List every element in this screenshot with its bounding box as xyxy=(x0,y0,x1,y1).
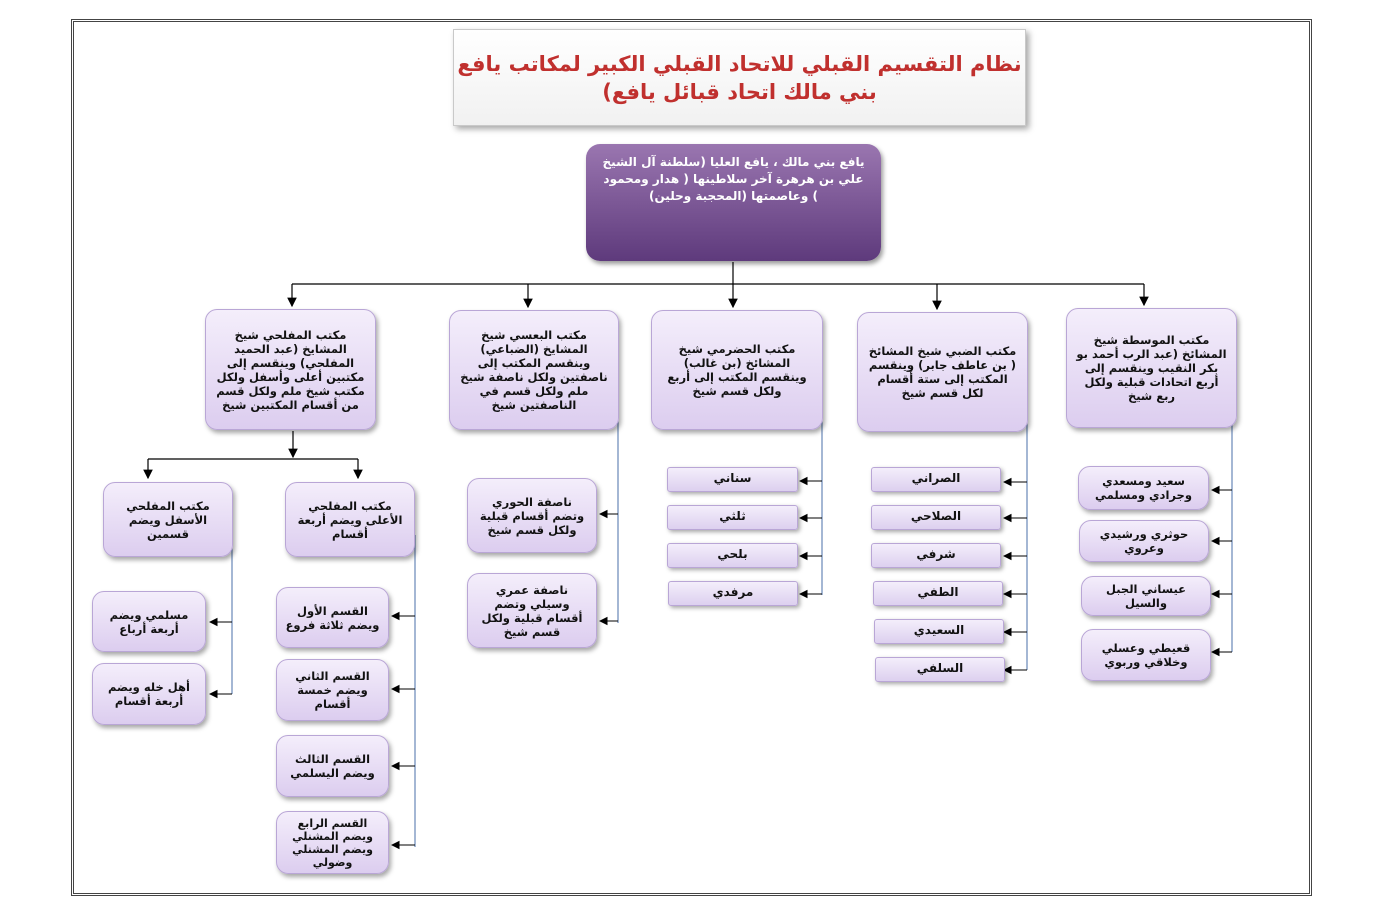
basi-section-1-text: ناصفة الحوري وتضم أقسام قبلية ولكل قسم شيخ xyxy=(479,494,585,537)
mawsata-section-4 xyxy=(1081,629,1211,681)
dubbi-section-1: الصراني xyxy=(871,467,1001,492)
office-mawsata xyxy=(1066,308,1237,428)
upper-section-1 xyxy=(276,587,389,648)
title-line-2: بني مالك اتحاد قبائل يافع) xyxy=(602,80,877,104)
upper-section-2 xyxy=(276,659,389,721)
mawsata-section-3-text: عيساني الجبل والسيل xyxy=(1105,582,1187,610)
mufilhi-lower-text: مكتب المفلحي الأسفل ويضم قسمين xyxy=(126,498,210,541)
mawsata-section-4-text: قعيطي وعسلي وخلاقي وربوي xyxy=(1101,641,1191,669)
office-mawsata-text: مكتب الموسطة شيخ المشائخ (عبد الرب أحمد بو بكر النقيب وينقسم إلى أربع اتحادات قبلية ولكل ربع شيخ xyxy=(1076,333,1227,403)
mawsata-section-1-text: سعيد ومسعدي وجرادي ومسلمي xyxy=(1095,474,1192,502)
root-text: يافع بني مالك ، يافع العليا (سلطنة آل الشيخ علي بن هرهرة آخر سلاطينها ( هدار ومحمود ) وعاصمتها (المحجبة وحلين) xyxy=(602,155,865,203)
lower-section-1 xyxy=(92,591,206,652)
dubbi-section-6: السلفي xyxy=(875,657,1005,682)
dubbi-section-5: السعيدي xyxy=(874,619,1004,644)
hadrami-section-2: ثلثي xyxy=(667,505,798,530)
office-basi xyxy=(449,310,619,430)
hadrami-section-3: بلحي xyxy=(667,543,798,568)
upper-section-2-text: القسم الثاني ويضم خمسة أقسام xyxy=(295,669,370,711)
chart-title xyxy=(453,29,1026,126)
office-mufilhi-text: مكتب المفلحي شيخ المشايخ (عبد الحميد المفلحي) وينقسم إلى مكتبين أعلى وأسفل ولكل مكتب شيخ ملم ولكل قسم من أقسام المكتبين شيخ xyxy=(216,327,365,412)
mawsata-section-2-text: حوثري ورشيدي وعروي xyxy=(1099,527,1189,555)
office-hadrami-text: مكتب الحضرمي شيخ المشائخ (بن غالب) وينقسم المكتب إلى أربع ولكل قسم شيخ xyxy=(667,342,807,398)
upper-section-3-text: القسم الثالث ويضم اليسلمي xyxy=(290,752,375,780)
upper-section-1-text: القسم الأول ويضم ثلاثة فروع xyxy=(285,603,380,632)
upper-section-4 xyxy=(276,811,389,874)
mawsata-section-1 xyxy=(1078,466,1209,510)
basi-section-1 xyxy=(467,478,597,553)
mufilhi-upper xyxy=(285,482,415,557)
office-mufilhi xyxy=(205,309,376,430)
dubbi-section-2: الصلاحي xyxy=(871,505,1001,530)
title-line-1: نظام التقسيم القبلي للاتحاد القبلي الكبير لمكاتب يافع xyxy=(457,52,1022,76)
office-basi-text: مكتب البعسي شيخ المشايخ (الضباعي) وينقسم المكتب إلى ناصفتين ولكل ناصفة شيخ ملم ولكل قسم في الناصفتين شيخ xyxy=(460,328,608,412)
office-dubbi xyxy=(857,312,1028,432)
dubbi-section-3: شرفي xyxy=(871,543,1001,568)
lower-section-2-text: أهل خله ويضم أربعة أقسام xyxy=(108,680,190,708)
hadrami-section-4: مرفدي xyxy=(668,581,798,606)
basi-section-2-text: ناصفة عمري وسيلي وتضم أقسام قبلية ولكل قسم شيخ xyxy=(481,582,583,639)
lower-section-1-text: مسلمي ويضم أربعة أرباع xyxy=(109,607,189,636)
office-hadrami xyxy=(651,310,823,430)
lower-section-2 xyxy=(92,663,206,725)
mawsata-section-2 xyxy=(1079,520,1209,562)
office-dubbi-text: مكتب الضبي شيخ المشائخ ( بن عاطف جابر) وينقسم المكتب إلى ستة أقسام لكل قسم شيخ xyxy=(868,344,1017,400)
mufilhi-upper-text: مكتب المفلحي الأعلى ويضم أربعة أقسام xyxy=(297,498,403,541)
hadrami-section-1: سناني xyxy=(667,467,798,492)
basi-section-2 xyxy=(467,573,597,648)
upper-section-4-text: القسم الرابع ويضم المشنلي ويضم المشنلي وضولي xyxy=(292,816,373,869)
root-node xyxy=(586,144,881,261)
mufilhi-lower xyxy=(103,482,233,557)
dubbi-section-4: الطفي xyxy=(873,581,1003,606)
upper-section-3 xyxy=(276,735,389,797)
mawsata-section-3 xyxy=(1081,576,1211,616)
